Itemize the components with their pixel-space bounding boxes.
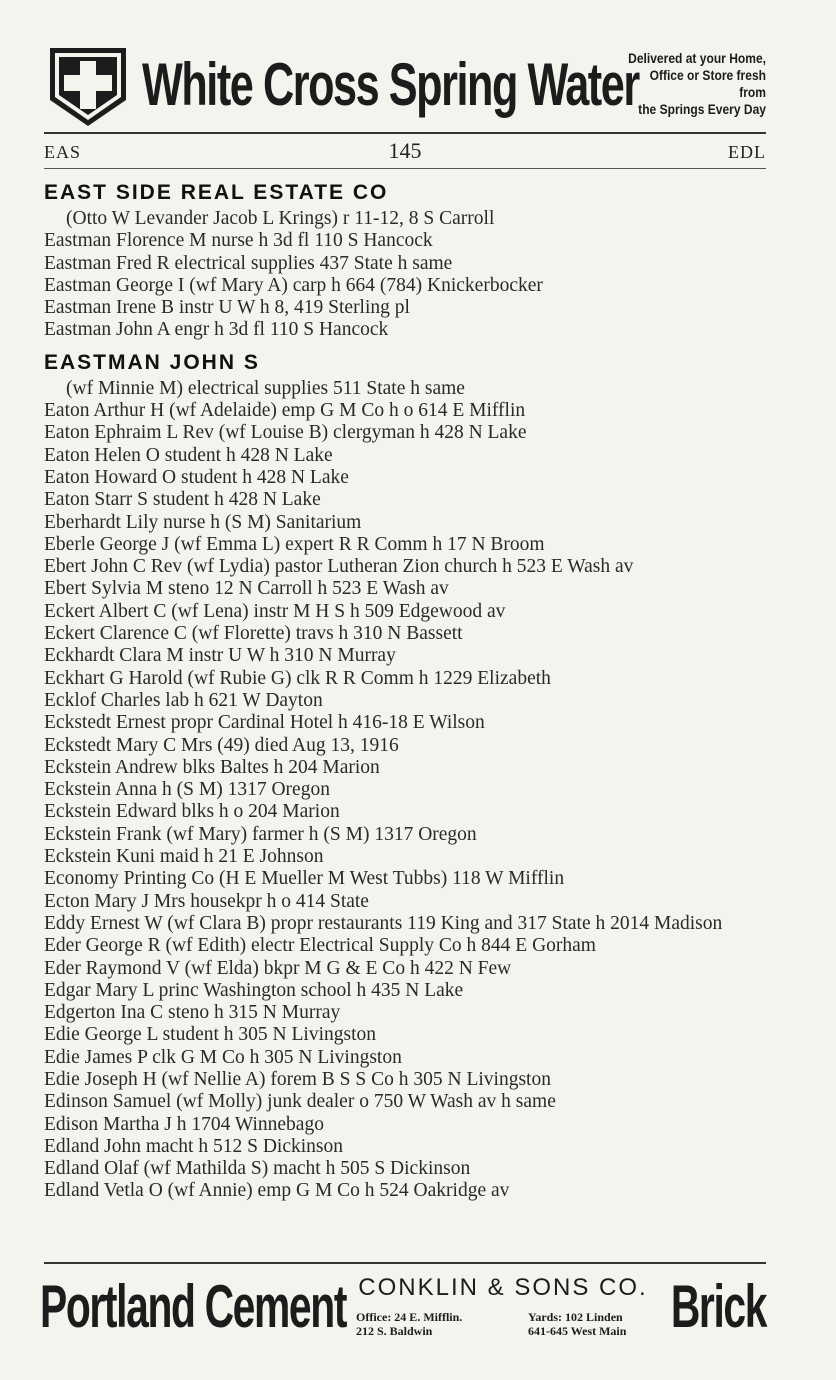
listing-entry: Eastman George I (wf Mary A) carp h 664 (784) Knickerbocker: [44, 274, 543, 296]
listing-entry: Eckhart G Harold (wf Rubie G) clk R R Comm h 1229 Elizabeth: [44, 667, 551, 689]
running-head: [44, 138, 766, 164]
listing-heading-detail: (Otto W Levander Jacob L Krings) r 11-12, 8 S Carroll: [66, 208, 495, 229]
listing-group: [44, 400, 768, 1203]
listing-entry: Edland Vetla O (wf Annie) emp G M Co h 524 Oakridge av: [44, 1180, 510, 1202]
listing-entry: Edie James P clk G M Co h 305 N Livingston: [44, 1046, 402, 1068]
listing-entry: Eastman Irene B instr U W h 8, 419 Sterling pl: [44, 297, 410, 319]
footer-ad-right: Brick: [670, 1273, 766, 1340]
white-cross-shield-icon: [46, 44, 130, 130]
listing-entry: Eckstein Anna h (S M) 1317 Oregon: [44, 779, 330, 801]
listing-entry: Eastman Florence M nurse h 3d fl 110 S Hancock: [44, 230, 433, 252]
delivery-tagline: Delivered at your Home, Office or Store fresh from the Springs Every Day: [628, 50, 766, 117]
listing-heading-detail: (wf Minnie M) electrical supplies 511 State h same: [66, 377, 465, 399]
listing-entry: Ecton Mary J Mrs housekpr h o 414 State: [44, 890, 369, 912]
running-head-left: EAS: [44, 142, 82, 162]
listing-entry: Eckert Clarence C (wf Florette) travs h 310 N Bassett: [44, 623, 463, 645]
listing-entry: Eddy Ernest W (wf Clara B) propr restaurants 119 King and 317 State h 2014 Madison: [44, 912, 723, 934]
header-advertisement: [44, 42, 766, 132]
listing-entry: Eberhardt Lily nurse h (S M) Sanitarium: [44, 511, 362, 533]
footer-ad-company: CONKLIN & SONS CO.: [358, 1274, 648, 1301]
listing-entry: Edland John macht h 512 S Dickinson: [44, 1135, 343, 1157]
listing-heading: EASTMAN JOHN S: [44, 350, 260, 374]
listing-entry: Eastman Fred R electrical supplies 437 State h same: [44, 252, 453, 274]
listing-entry: Eckstein Kuni maid h 21 E Johnson: [44, 846, 324, 868]
listing-entry: Eaton Helen O student h 428 N Lake: [44, 444, 333, 466]
listing-entry: Ecklof Charles lab h 621 W Dayton: [44, 689, 323, 711]
listing-entry: Eckstein Andrew blks Baltes h 204 Marion: [44, 756, 380, 778]
listing-entry: Eaton Starr S student h 428 N Lake: [44, 489, 321, 511]
listing-entry: Eckstedt Mary C Mrs (49) died Aug 13, 1916: [44, 734, 399, 756]
listing-entry: Eaton Ephraim L Rev (wf Louise B) clergyman h 428 N Lake: [44, 422, 527, 444]
running-head-rule: [44, 168, 766, 169]
listing-entry: Eckstein Edward blks h o 204 Marion: [44, 801, 340, 823]
header-rule: [44, 132, 766, 134]
listing-entry: Edgerton Ina C steno h 315 N Murray: [44, 1002, 341, 1024]
listing-group: [44, 230, 768, 341]
listing-entry: Economy Printing Co (H E Mueller M West Tubbs) 118 W Mifflin: [44, 868, 565, 890]
footer-advertisement: [40, 1272, 766, 1342]
listing-entry: Eastman John A engr h 3d fl 110 S Hancock: [44, 319, 389, 341]
listing-entry: Eaton Howard O student h 428 N Lake: [44, 466, 349, 488]
listing-entry: Edie George L student h 305 N Livingston: [44, 1024, 376, 1046]
running-head-right: EDL: [728, 142, 766, 162]
listing-entry: Eaton Arthur H (wf Adelaide) emp G M Co h o 614 E Mifflin: [44, 400, 526, 422]
listing-entry: Eckert Albert C (wf Lena) instr M H S h 509 Edgewood av: [44, 600, 506, 622]
listing-entry: Eder Raymond V (wf Elda) bkpr M G & E Co h 422 N Few: [44, 957, 512, 979]
listing-entry: Eder George R (wf Edith) electr Electrical Supply Co h 844 E Gorham: [44, 935, 596, 957]
listing-entry: Eberle George J (wf Emma L) expert R R Comm h 17 N Broom: [44, 533, 545, 555]
listing-entry: Eckstein Frank (wf Mary) farmer h (S M) 1317 Oregon: [44, 823, 477, 845]
page-number: 145: [388, 138, 422, 163]
listing-entry: Eckhardt Clara M instr U W h 310 N Murray: [44, 645, 396, 667]
listing-heading: EAST SIDE REAL ESTATE CO: [44, 181, 389, 204]
directory-listing: [44, 178, 768, 1203]
listing-entry: Edie Joseph H (wf Nellie A) forem B S S Co h 305 N Livingston: [44, 1068, 551, 1090]
listing-entry: Ebert John C Rev (wf Lydia) pastor Lutheran Zion church h 523 E Wash av: [44, 556, 634, 578]
brand-name: White Cross Spring Water: [142, 51, 639, 118]
footer-ad-yards: Yards: 102 Linden 641-645 West Main: [528, 1310, 627, 1338]
listing-entry: Ebert Sylvia M steno 12 N Carroll h 523 E Wash av: [44, 578, 449, 600]
footer-ad-office: Office: 24 E. Mifflin. 212 S. Baldwin: [356, 1310, 463, 1338]
footer-rule: [44, 1262, 766, 1264]
listing-entry: Edland Olaf (wf Mathilda S) macht h 505 S Dickinson: [44, 1158, 471, 1180]
listing-entry: Eckstedt Ernest propr Cardinal Hotel h 416-18 E Wilson: [44, 712, 485, 734]
listing-entry: Edinson Samuel (wf Molly) junk dealer o 750 W Wash av h same: [44, 1091, 556, 1113]
footer-ad-left: Portland Cement: [40, 1273, 347, 1340]
listing-entry: Edgar Mary L princ Washington school h 435 N Lake: [44, 979, 464, 1001]
listing-entry: Edison Martha J h 1704 Winnebago: [44, 1113, 324, 1135]
